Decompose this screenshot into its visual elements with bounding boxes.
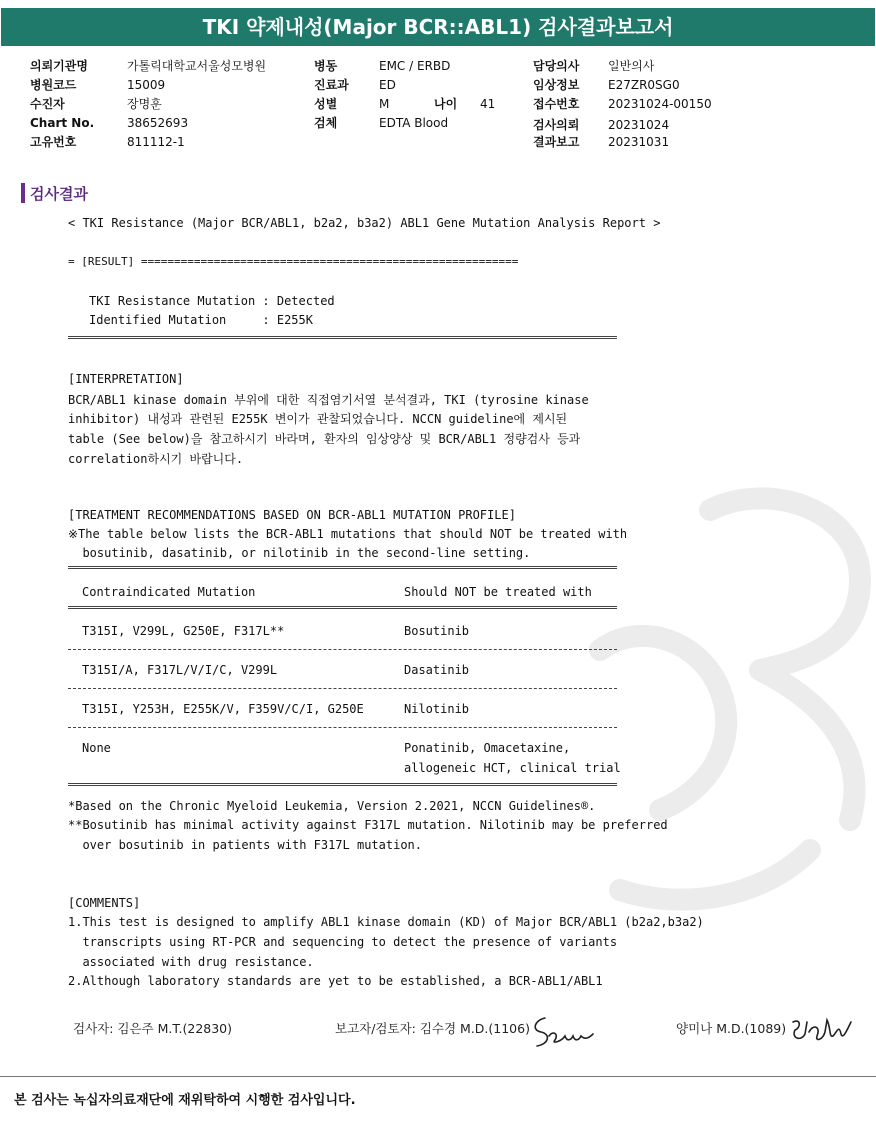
table-cell-drug: Dasatinib — [404, 663, 470, 677]
header-chart-no: Chart No. 38652693 — [30, 116, 189, 130]
divider — [68, 649, 617, 650]
divider — [68, 566, 617, 569]
footer-note: 본 검사는 녹십자의료재단에 재위탁하여 시행한 검사입니다. — [14, 1093, 356, 1108]
result-status: TKI Resistance Mutation : Detected — [89, 294, 335, 308]
table-header-drug: Should NOT be treated with — [404, 585, 592, 599]
table-cell-mutation: T315I/A, F317L/V/I/C, V299L — [82, 663, 278, 677]
header-ward: 병동 EMC / ERBD — [314, 59, 451, 73]
header-report-date: 결과보고 20231031 — [533, 135, 670, 149]
divider — [68, 688, 617, 689]
comment-line: 1.This test is designed to amplify ABL1 kinase domain (KD) of Major BCR/ABL1 (b2a2,b3a2) — [68, 915, 704, 929]
interpretation-line: inhibitor) 내성과 관련된 E255K 변이가 관찰되었습니다. NCCN guideline에 제시된 — [68, 412, 568, 426]
interpretation-line: correlation하시기 바랍니다. — [68, 452, 244, 466]
header-patient-name: 수진자 장명훈 — [30, 97, 162, 111]
header-specimen: 검체 EDTA Blood — [314, 116, 449, 130]
divider — [68, 336, 617, 339]
footer-divider — [0, 1076, 876, 1077]
header-request-date: 검사의뢰 20231024 — [533, 118, 670, 132]
header-client-name: 의뢰기관명 가톨릭대학교서울성모병원 — [30, 59, 267, 73]
table-cell-mutation: T315I, Y253H, E255K/V, F359V/C/I, G250E — [82, 702, 364, 716]
header-clinical-info: 임상정보 E27ZR0SG0 — [533, 78, 680, 92]
report-heading: < TKI Resistance (Major BCR/ABL1, b2a2, b3a2) ABL1 Gene Mutation Analysis Report > — [68, 216, 661, 230]
header-hospital-code: 병원코드 15009 — [30, 78, 166, 92]
table-cell-drug: Nilotinib — [404, 702, 470, 716]
comment-line: transcripts using RT-PCR and sequencing to detect the presence of variants — [68, 935, 618, 949]
treatment-note: ※The table below lists the BCR-ABL1 mutations that should NOT be treated with — [68, 527, 628, 541]
comments-title: [COMMENTS] — [68, 896, 141, 910]
comment-line: associated with drug resistance. — [68, 955, 314, 969]
interpretation-line: table (See below)을 참고하시기 바라며, 환자의 임상양상 및 BCR/ABL1 정량검사 등과 — [68, 432, 581, 446]
header-sex: 성별 M — [314, 97, 390, 111]
footnote: **Bosutinib has minimal activity against F317L mutation. Nilotinib may be preferred — [68, 818, 668, 832]
interpretation-line: BCR/ABL1 kinase domain 부위에 대한 직접염기서열 분석결과, TKI (tyrosine kinase — [68, 393, 589, 407]
header-physician: 담당의사 일반의사 — [533, 59, 655, 73]
divider — [68, 783, 617, 786]
section-title: 검사결과 — [30, 185, 88, 203]
report-title: TKI 약제내성(Major BCR::ABL1) 검사결과보고서 — [1, 8, 875, 46]
footnote: *Based on the Chronic Myeloid Leukemia, Version 2.2021, NCCN Guidelines®. — [68, 799, 596, 813]
section-accent-bar — [21, 183, 25, 203]
table-cell-mutation: T315I, V299L, G250E, F317L** — [82, 624, 285, 638]
result-divider: = [RESULT] ========================================================= — [68, 255, 519, 268]
header-unique-no: 고유번호 811112-1 — [30, 135, 185, 149]
treatment-title: [TREATMENT RECOMMENDATIONS BASED ON BCR-ABL1 MUTATION PROFILE] — [68, 508, 516, 522]
table-cell-drug: Bosutinib — [404, 624, 470, 638]
interpretation-title: [INTERPRETATION] — [68, 372, 184, 386]
comment-line: 2.Although laboratory standards are yet to be established, a BCR-ABL1/ABL1 — [68, 974, 603, 988]
header-accession-no: 접수번호 20231024-00150 — [533, 97, 712, 111]
footnote: over bosutinib in patients with F317L mutation. — [68, 838, 423, 852]
table-cell-mutation: None — [82, 741, 111, 755]
divider — [68, 606, 617, 609]
table-header-mutation: Contraindicated Mutation — [82, 585, 256, 599]
result-mutation: Identified Mutation : E255K — [89, 313, 313, 327]
doctor-signature-label: 양미나 M.D.(1089) — [676, 1021, 787, 1036]
reporter-signature-image — [527, 1012, 597, 1052]
divider — [68, 727, 617, 728]
tester-signature-label: 검사자: 김은주 M.T.(22830) — [73, 1021, 233, 1036]
table-cell-drug-continued: allogeneic HCT, clinical trial — [404, 761, 621, 775]
doctor-signature-image — [787, 1012, 857, 1048]
reporter-signature-label: 보고자/검토자: 김수경 M.D.(1106) — [335, 1021, 530, 1036]
treatment-note: bosutinib, dasatinib, or nilotinib in the second-line setting. — [68, 546, 531, 560]
header-department: 진료과 ED — [314, 78, 396, 92]
table-cell-drug: Ponatinib, Omacetaxine, — [404, 741, 571, 755]
header-age: 나이 41 — [434, 97, 496, 111]
